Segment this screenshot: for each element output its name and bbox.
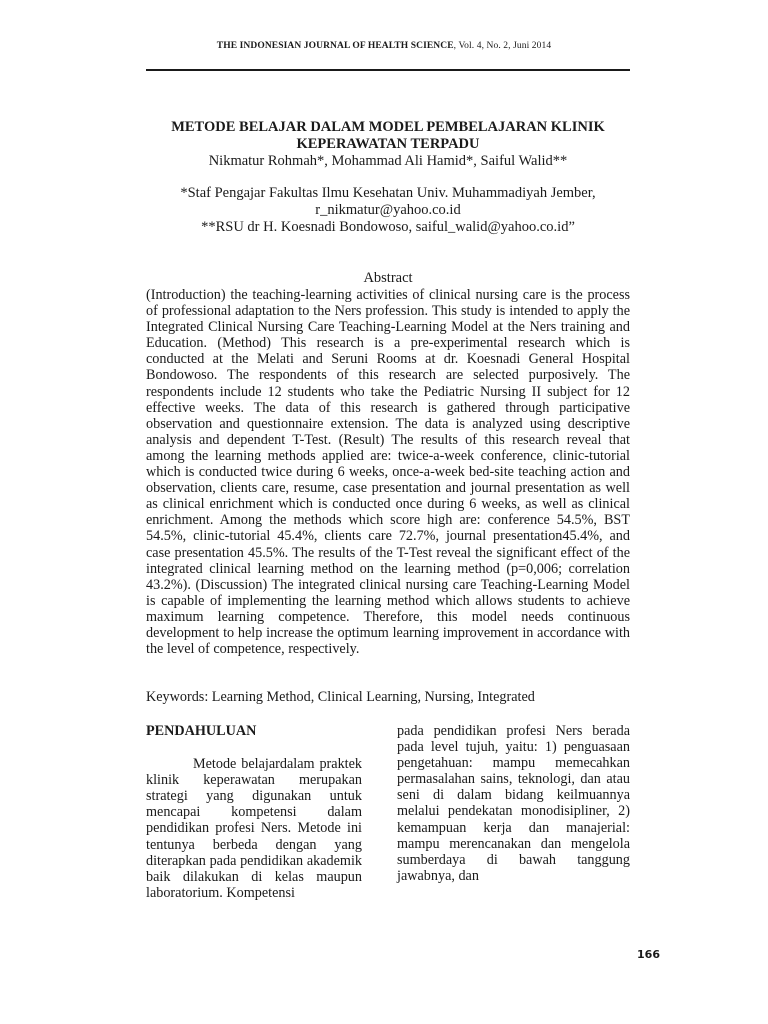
email-1: r_nikmatur@yahoo.co.id xyxy=(315,202,461,218)
header-divider xyxy=(146,69,630,71)
abstract-heading: Abstract xyxy=(363,270,413,286)
affiliation-1: *Staf Pengajar Fakultas Ilmu Kesehatan Univ. Muhammadiyah Jember, xyxy=(180,185,596,201)
body-column-left xyxy=(146,723,362,901)
affiliations xyxy=(146,185,630,236)
section-heading: PENDAHULUAN xyxy=(146,723,257,739)
keywords: Keywords: Learning Method, Clinical Learning, Nursing, Integrated xyxy=(146,689,535,705)
running-header xyxy=(0,41,768,51)
affiliation-2: **RSU dr H. Koesnadi Bondowoso, saiful_walid@yahoo.co.id” xyxy=(201,219,575,235)
page-number: 166 xyxy=(637,948,660,961)
author-list: Nikmatur Rohmah*, Mohammad Ali Hamid*, Saiful Walid** xyxy=(208,153,568,169)
article-title: METODE BELAJAR DALAM MODEL PEMBELAJARAN KLINIK KEPERAWATAN TERPADU xyxy=(171,119,605,152)
body-paragraph-right: pada pendidikan profesi Ners berada pada level tujuh, yaitu: 1) penguasaan pengetahuan: mampu memecahkan permasalahan sains, teknologi, dan atau seni di dalam bidang keilmuannya melalui pendekatan monodisipliner, 2) kemampuan kerja dan manajerial: mampu merencanakan dan mengelola sumberdaya di bawah tanggung jawabnya, dan xyxy=(397,723,630,884)
body-paragraph-left: Metode belajardalam praktek klinik keperawatan merupakan strategi yang digunakan untuk mencapai kompetensi dalam pendidikan profesi Ners. Metode ini tentunya berbeda dengan yang diterapkan pada pendidikan akademik baik dilakukan di kelas maupun laboratorium. Kompetensi xyxy=(146,756,362,901)
journal-name: THE INDONESIAN JOURNAL OF HEALTH SCIENCE xyxy=(216,41,454,51)
journal-issue: , Vol. 4, No. 2, Juni 2014 xyxy=(453,41,552,51)
body-column-right xyxy=(397,723,630,884)
abstract-text: (Introduction) the teaching-learning activities of clinical nursing care is the process of professional adaptation to the Ners profession. This study is intended to apply the Integrated Clinical Nursing Care Teaching-Learning Model at the Ners training and Education. (Method) This research is a pre-experimental research which is conducted at the Melati and Seruni Rooms at dr. Koesnadi General Hospital Bondowoso. The respondents of this research are selected purposively. The respondents include 12 students who take the Pediatric Nursing II subject for 12 effective weeks. The data of this research is gathered through participative observation and questionnaire extension. The data is analyzed using descriptive analysis and dependent T-Test. (Result) The results of this research reveal that among the learning methods applied are: twice-a-week conference, clinic-tutorial which is conducted twice during 6 weeks, once-a-week bed-site teaching action and observation, clients care, resume, case presentation and journal presentation as well as clinical enrichment which is conducted once during 6 weeks, as well as clinical enrichment. Among the methods which score high are: conference 54.5%, BST 54.5%, clinic-tutorial 45.4%, clients care 72.7%, journal presentation45.4%, and case presentation 45.5%. The results of the T-Test reveal the significant effect of the integrated clinical learning method on the learning method (p=0,006; correlation 43.2%). (Discussion) The integrated clinical nursing care Teaching-Learning Model is capable of implementing the learning method which allows students to achieve maximum learning competence. Therefore, this model needs continuous development to help increase the optimum learning improvement in accordance with the level of competence, respectively. xyxy=(146,287,630,658)
